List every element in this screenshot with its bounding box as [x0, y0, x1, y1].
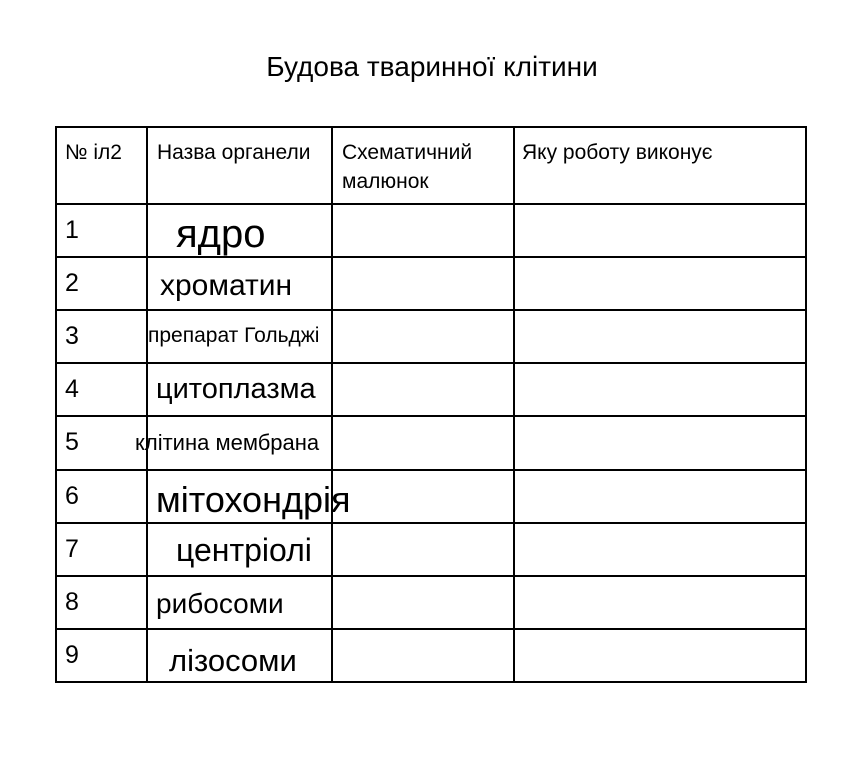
table-row-border: [55, 126, 807, 128]
header-organelle-name: Назва органели: [157, 141, 311, 164]
function-cell[interactable]: [516, 525, 804, 574]
row-number: 9: [65, 641, 79, 669]
row-number: 8: [65, 588, 79, 616]
organelle-name: лізосоми: [169, 643, 297, 678]
drawing-cell[interactable]: [334, 525, 512, 574]
function-cell[interactable]: [516, 312, 804, 361]
table-row-border: [55, 522, 807, 524]
row-number: 2: [65, 269, 79, 297]
organelle-name: рибосоми: [156, 588, 284, 619]
organelle-name: ядро: [176, 212, 266, 256]
table-row-border: [55, 415, 807, 417]
organelle-table: [56, 127, 806, 682]
organelle-name: мітохондрія: [156, 479, 351, 520]
organelle-name: цитоплазма: [156, 373, 316, 405]
table-row-border: [55, 203, 807, 205]
function-cell[interactable]: [516, 631, 804, 680]
organelle-name: клітина мембрана: [135, 430, 320, 455]
table-column-border: [513, 126, 515, 683]
function-cell[interactable]: [516, 472, 804, 521]
drawing-cell[interactable]: [334, 259, 512, 308]
table-row-border: [55, 628, 807, 630]
organelle-name: центріолі: [176, 532, 312, 568]
drawing-cell[interactable]: [334, 312, 512, 361]
drawing-cell[interactable]: [334, 365, 512, 414]
drawing-cell[interactable]: [334, 631, 512, 680]
organelle-name: препарат Гольджі: [148, 324, 320, 347]
row-number: 4: [65, 375, 79, 403]
row-number: 5: [65, 428, 79, 456]
drawing-cell[interactable]: [334, 472, 512, 521]
function-cell[interactable]: [516, 206, 804, 255]
row-number: 1: [65, 216, 79, 244]
header-schematic-drawing: Схематичний малюнок: [342, 141, 473, 193]
row-number: 6: [65, 482, 79, 510]
function-cell[interactable]: [516, 259, 804, 308]
organelle-name: хроматин: [160, 269, 293, 302]
table-column-border: [331, 126, 333, 683]
table-row-border: [55, 256, 807, 258]
drawing-cell[interactable]: [334, 578, 512, 627]
header-number: № іл2: [65, 141, 122, 164]
table-column-border: [146, 126, 148, 683]
table-row-border: [55, 681, 807, 683]
drawing-cell[interactable]: [334, 418, 512, 468]
row-number: 7: [65, 535, 79, 563]
table-row-border: [55, 362, 807, 364]
function-cell[interactable]: [516, 365, 804, 414]
document-title: Будова тваринної клітини: [266, 51, 598, 82]
table-row-border: [55, 575, 807, 577]
row-number: 3: [65, 322, 79, 350]
table-column-border: [55, 126, 57, 683]
table-column-border: [805, 126, 807, 683]
header-function: Яку роботу виконує: [522, 141, 713, 164]
function-cell[interactable]: [516, 418, 804, 468]
drawing-cell[interactable]: [334, 206, 512, 255]
table-row-border: [55, 309, 807, 311]
function-cell[interactable]: [516, 578, 804, 627]
table-row-border: [55, 469, 807, 471]
